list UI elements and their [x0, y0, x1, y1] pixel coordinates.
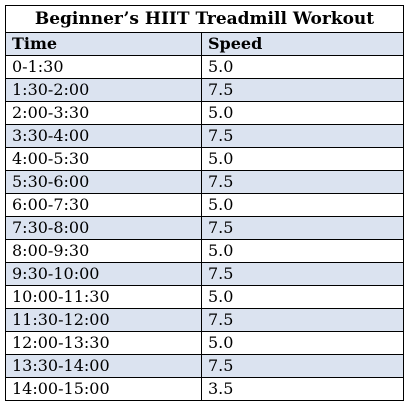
time-cell: 7:30-8:00 [6, 217, 202, 240]
table-row [6, 79, 404, 102]
speed-cell: 7.5 [202, 263, 404, 286]
speed-cell: 7.5 [202, 79, 404, 102]
time-cell: 5:30-6:00 [6, 171, 202, 194]
time-cell: 4:00-5:30 [6, 148, 202, 171]
time-cell: 1:30-2:00 [6, 79, 202, 102]
speed-cell: 5.0 [202, 194, 404, 217]
speed-cell: 5.0 [202, 102, 404, 125]
table-row [6, 240, 404, 263]
table-row [6, 194, 404, 217]
table-row [6, 378, 404, 401]
table-row [6, 286, 404, 309]
speed-cell: 3.5 [202, 378, 404, 401]
time-cell: 10:00-11:30 [6, 286, 202, 309]
speed-cell: 7.5 [202, 125, 404, 148]
speed-cell: 5.0 [202, 56, 404, 79]
table-row [6, 102, 404, 125]
table-row [6, 332, 404, 355]
table-header-row [6, 33, 404, 56]
speed-cell: 5.0 [202, 286, 404, 309]
speed-cell: 5.0 [202, 240, 404, 263]
time-cell: 14:00-15:00 [6, 378, 202, 401]
table-title: Beginner’s HIIT Treadmill Workout [6, 6, 404, 33]
table-row [6, 56, 404, 79]
table-row [6, 355, 404, 378]
speed-cell: 7.5 [202, 171, 404, 194]
time-cell: 6:00-7:30 [6, 194, 202, 217]
time-cell: 0-1:30 [6, 56, 202, 79]
speed-cell: 5.0 [202, 148, 404, 171]
time-cell: 13:30-14:00 [6, 355, 202, 378]
workout-table [5, 5, 404, 401]
time-cell: 3:30-4:00 [6, 125, 202, 148]
table-row [6, 125, 404, 148]
table-row [6, 148, 404, 171]
speed-cell: 7.5 [202, 309, 404, 332]
column-header-time: Time [6, 33, 202, 56]
table-row [6, 217, 404, 240]
table-row [6, 263, 404, 286]
speed-cell: 7.5 [202, 217, 404, 240]
time-cell: 11:30-12:00 [6, 309, 202, 332]
table-row [6, 171, 404, 194]
column-header-speed: Speed [202, 33, 404, 56]
time-cell: 12:00-13:30 [6, 332, 202, 355]
time-cell: 8:00-9:30 [6, 240, 202, 263]
time-cell: 2:00-3:30 [6, 102, 202, 125]
table-row [6, 309, 404, 332]
speed-cell: 7.5 [202, 355, 404, 378]
workout-table-container [5, 5, 403, 401]
time-cell: 9:30-10:00 [6, 263, 202, 286]
table-title-row [6, 6, 404, 33]
speed-cell: 5.0 [202, 332, 404, 355]
